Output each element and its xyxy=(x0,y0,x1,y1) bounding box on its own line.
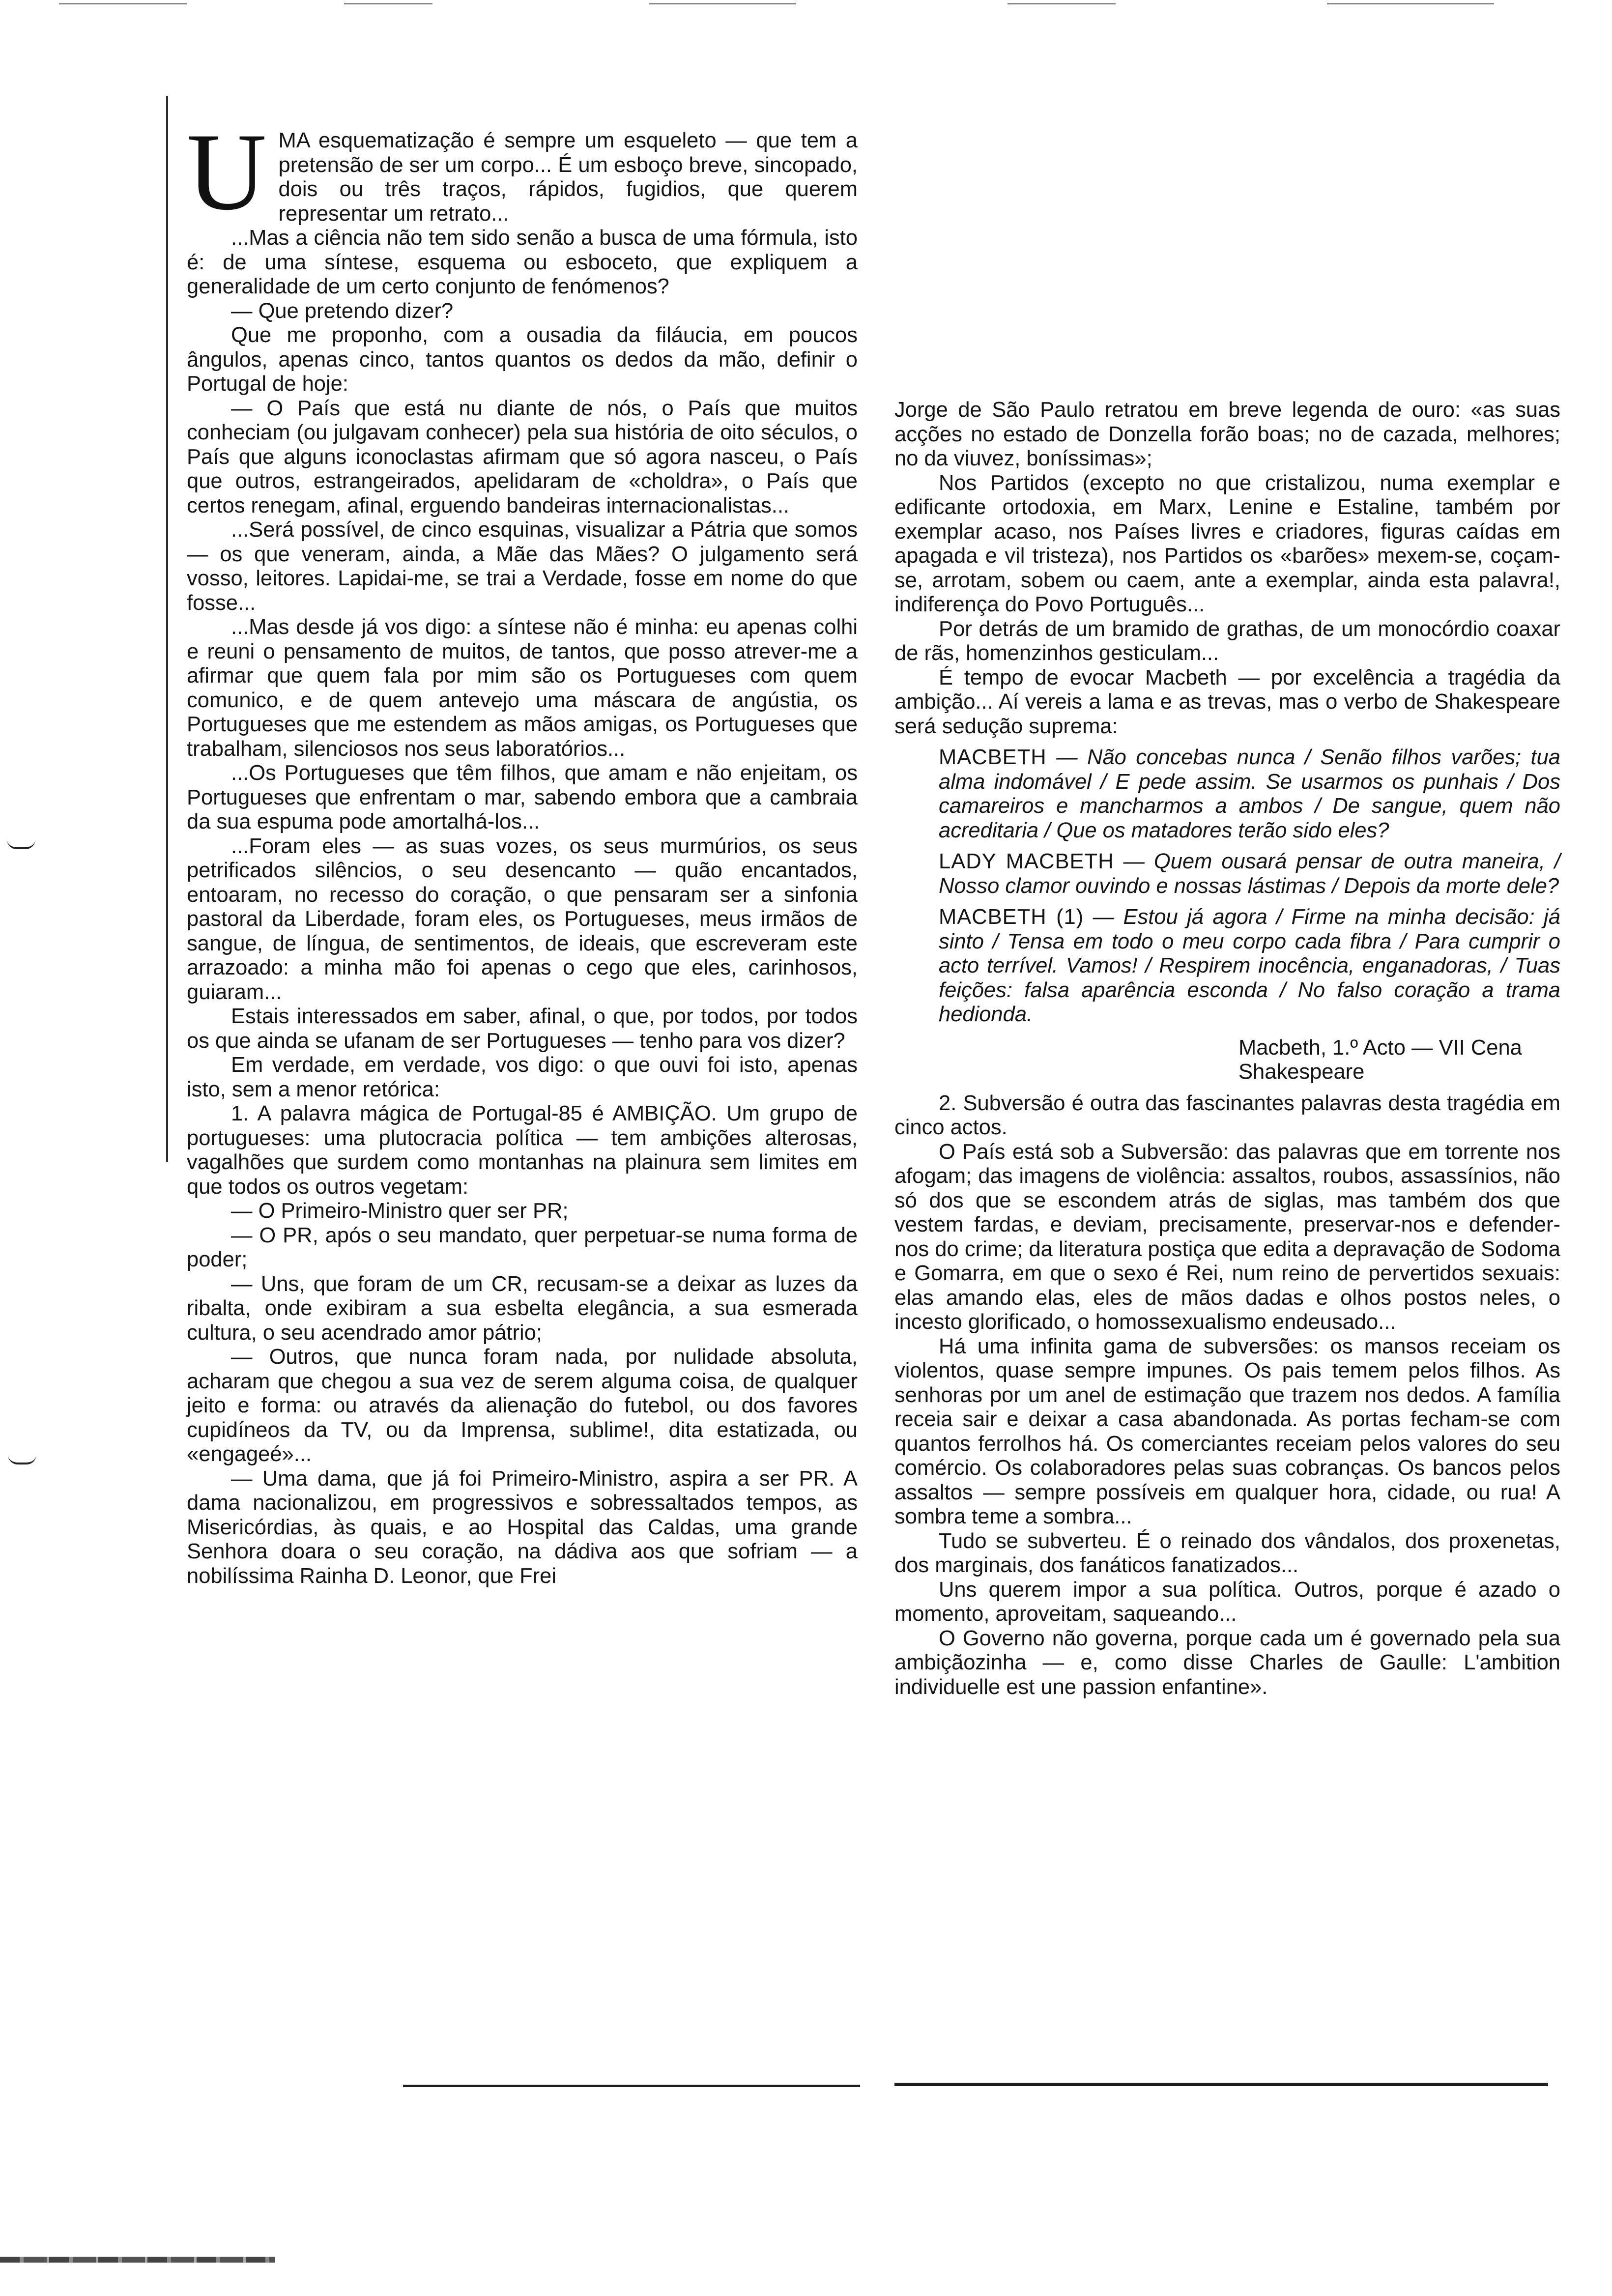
scan-edge-marks xyxy=(0,3,1612,6)
paragraph: Que me proponho, com a ousadia da filáucia, em poucos ângulos, apenas cinco, tantos quantos os dedos da mão, definir o Portugal de hoje: xyxy=(187,323,858,396)
speech-text: — Quem ousará pensar de outra maneira, / Nosso clamor ouvindo e nossas lástimas / Depois da morte dele? xyxy=(939,850,1561,898)
paragraph: Há uma infinita gama de subversões: os mansos receiam os violentos, quase sempre impunes. Os pais temem pelos filhos. As senhoras por um anel de estimação que trazem nos dedos. A família receia sair e deixar a casa abandonada. As portas fecham-se com quantos ferrolhos há. Os comerciantes receiam pelos valores do seu comércio. Os colaboradores pelas suas cobranças. Os bancos pelos assaltos — sempre possíveis em qualquer hora, cidade, ou rua! A sombra teme a sombra... xyxy=(894,1334,1560,1528)
speaker-name: LADY MACBETH xyxy=(939,850,1114,873)
article-right-column xyxy=(894,398,1560,1699)
paragraph: Tudo se subverteu. É o reinado dos vândalos, dos proxenetas, dos marginais, dos fanáticos fanatizados... xyxy=(894,1529,1560,1577)
paragraph: O Governo não governa, porque cada um é governado pela sua ambiçãozinha — e, como disse Charles de Gaulle: L'ambition individuelle est une passion enfantine». xyxy=(894,1626,1560,1699)
right-column-end-rule xyxy=(894,2083,1548,2086)
paragraph: ...Mas a ciência não tem sido senão a busca de uma fórmula, isto é: de uma síntese, esquema ou esboceto, que expliquem a generalidade de um certo conjunto de fenómenos? xyxy=(187,226,858,298)
paragraph: ...Foram eles — as suas vozes, os seus murmúrios, os seus petrificados silêncios, o seu desencanto — quão encantados, entoaram, no recesso do coração, o que pensaram ser a sinfonia pastoral da Liberdade, foram eles, os Portugueses, meus irmãos de sangue, de língua, de sentimentos, de ideais, que escreveram este arrazoado: a minha mão foi apenas o cego que eles, carinhosos, guiaram... xyxy=(187,834,858,1004)
left-margin-rule xyxy=(166,96,168,1162)
paragraph: — Que pretendo dizer? xyxy=(231,299,454,323)
opening-paragraph xyxy=(187,110,858,233)
paragraph-subversao: 2. Subversão é outra das fascinantes palavras desta tragédia em cinco actos. xyxy=(894,1091,1560,1139)
paragraph: ...Mas desde já vos digo: a síntese não é minha: eu apenas colhi e reuni o pensamento de muitos, de tantos, que posso atrever-me a afirmar que quem fala por mim são os Portugueses com quem comunico, e de quem antevejo uma máscara de angústia, os Portugueses que me estendem as mãos amigas, os Portugueses que trabalham, silenciosos nos seus laboratórios... xyxy=(187,615,858,761)
speaker-name: MACBETH xyxy=(939,746,1047,769)
paragraph-ambicao: 1. A palavra mágica de Portugal-85 é AMBIÇÃO. Um grupo de portugueses: uma plutocracia política — tem ambições alterosas, vagalhões que surdem como montanhas na plainura sem limites em que todos os outros vegetam: xyxy=(187,1102,858,1199)
paragraph: Uns querem impor a sua política. Outros, porque é azado o momento, aproveitam, saqueando... xyxy=(894,1578,1560,1626)
drop-cap: U xyxy=(187,110,267,233)
paragraph: Estais interessados em saber, afinal, o que, por todos, por todos os que ainda se ufanam de ser Portugueses — tenho para vos dizer? xyxy=(187,1004,858,1053)
paragraph: ...Será possível, de cinco esquinas, visualizar a Pátria que somos — os que veneram, ainda, a Mãe das Mães? O julgamento será vosso, leitores. Lapidai-me, se trai a Verdade, fosse em nome do que fosse... xyxy=(187,518,858,615)
play-excerpt-macbeth xyxy=(939,746,1560,843)
article-left-column xyxy=(187,110,858,1588)
fold-mark-upper xyxy=(7,839,35,849)
paragraph: O País está sob a Subversão: das palavras que em torrente nos afogam; das imagens de violência: assaltos, roubos, assassínios, não só dos que se escondem atrás de siglas, mas também dos que vestem fardas, e deviam, precisamente, preservar-nos e defender-nos do crime; da literatura postiça que edita a depravação de Sodoma e Gomarra, em que o sexo é Rei, num reino de pervertidos sexuais: elas amando elas, eles de mãos dadas e olhos postos neles, o incesto glorificado, o homossexualismo endeusado... xyxy=(894,1140,1560,1334)
left-column-end-rule xyxy=(403,2085,860,2087)
list-item: — Uns, que foram de um CR, recusam-se a deixar as luzes da ribalta, onde exibiram a sua esbelta elegância, a sua esmerada cultura, o seu acendrado amor pátrio; xyxy=(187,1272,858,1345)
citation-source: Macbeth, 1.º Acto — VII Cena xyxy=(1238,1035,1522,1060)
citation-author: Shakespeare xyxy=(1238,1060,1365,1084)
play-excerpt-macbeth-1 xyxy=(939,905,1560,1027)
speech-text: — Não concebas nunca / Senão filhos varões; tua alma indomável / E pede assim. Se usarmos os punhais / Dos camareiros e mancharmos a ambos / De sangue, quem não acreditaria / Que os matadores terão sido eles? xyxy=(939,746,1560,842)
list-item: — Uma dama, que já foi Primeiro-Ministro, aspira a ser PR. A dama nacionalizou, em progressivos e sobressaltados tempos, as Misericórdias, às quais, e ao Hospital das Caldas, uma grande Senhora doara o seu coração, na dádiva aos que sofriam — a nobilíssima Rainha D. Leonor, que Frei xyxy=(187,1466,858,1588)
paragraph: Nos Partidos (excepto no que cristalizou, numa exemplar e edificante ortodoxia, em Marx, Lenine e Estaline, também por exemplar acaso, nos Países livres e criadores, figuras caídas em apagada e vil tristeza), nos Partidos os «barões» mexem-se, coçam-se, arrotam, sobem ou caem, ante a exemplar, ainda esta palavra!, indiferença do Povo Português... xyxy=(894,471,1560,616)
speech-text: — Estou já agora / Firme na minha decisão: já sinto / Tensa em todo o meu corpo cada fibra / Para cumprir o acto terrível. Vamos! / Respirem inocência, enganadoras, / Tuas feições: falsa aparência esconda / No falso coração a trama hedionda. xyxy=(939,905,1560,1026)
paragraph: Em verdade, em verdade, vos digo: o que ouvi foi isto, apenas isto, sem a menor retórica: xyxy=(187,1053,858,1101)
list-item: — O PR, após o seu mandato, quer perpetuar-se numa forma de poder; xyxy=(187,1223,858,1271)
paragraph-continued: Jorge de São Paulo retratou em breve legenda de ouro: «as suas acções no estado de Donzella forão boas; no de cazada, melhores; no da viuvez, boníssimas»; xyxy=(894,398,1560,470)
paragraph: Por detrás de um bramido de grathas, de um monocórdio coaxar de rãs, homenzinhos gesticulam... xyxy=(894,617,1560,665)
citation xyxy=(1238,1036,1560,1085)
paragraph: — O País que está nu diante de nós, o País que muitos conheciam (ou julgavam conhecer) pela sua história de oito séculos, o País que alguns iconoclastas afirmam que só agora nasceu, o País que outros, estrangeirados, apelidaram de «choldra», o País que certos renegam, afinal, erguendo bandeiras internacionalistas... xyxy=(187,396,858,517)
speaker-name: MACBETH (1) xyxy=(939,905,1084,929)
list-item: — Outros, que nunca foram nada, por nulidade absoluta, acharam que chegou a sua vez de serem alguma coisa, de qualquer jeito e forma: ou através da alienação do futebol, ou dos favores cupidíneos da TV, ou da Imprensa, sublime!, dita estatizada, ou «engageé»... xyxy=(187,1345,858,1466)
paragraph: É tempo de evocar Macbeth — por excelência a tragédia da ambição... Aí vereis a lama e as trevas, mas o verbo de Shakespeare será sedução suprema: xyxy=(894,665,1560,738)
paragraph-text: MA esquematização é sempre um esqueleto — que tem a pretensão de ser um corpo... É um esboço breve, sincopado, dois ou três traços, rápidos, fugidios, que querem representar um retrato... xyxy=(278,129,858,226)
play-excerpt-lady-macbeth xyxy=(939,850,1560,898)
paragraph: ...Os Portugueses que têm filhos, que amam e não enjeitam, os Portugueses que enfrentam o mar, sabendo embora que a cambraia da sua espuma pode amortalhá-los... xyxy=(187,761,858,833)
scan-bottom-band xyxy=(0,2257,275,2263)
fold-mark-lower xyxy=(8,1455,36,1464)
list-item: — O Primeiro-Ministro quer ser PR; xyxy=(231,1199,569,1223)
